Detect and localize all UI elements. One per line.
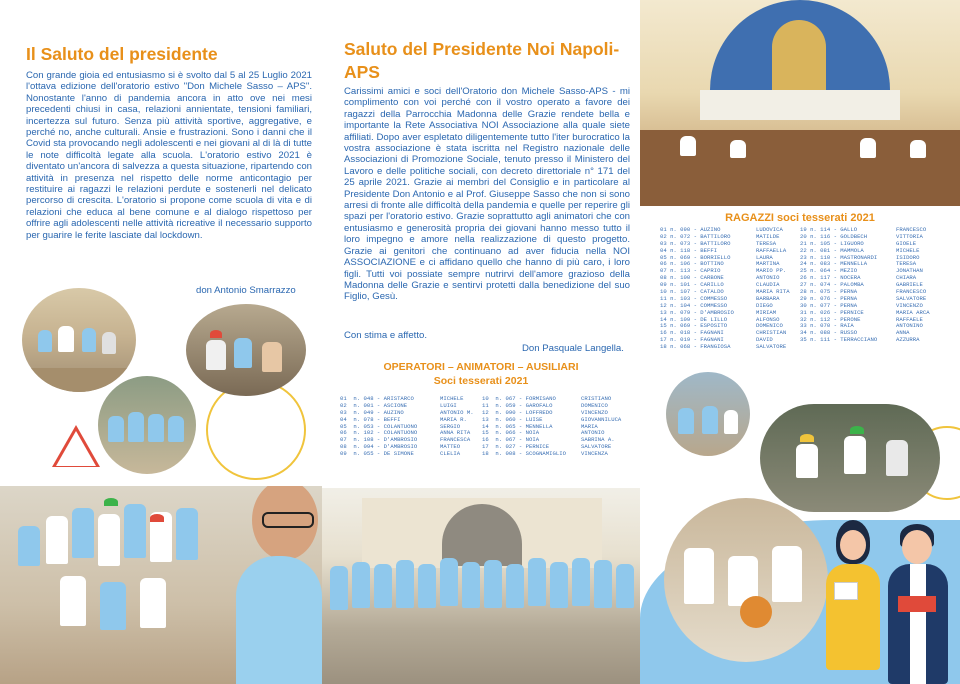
group-photo-circle-2 [186,304,306,396]
kids-list-entry: 13 n. 079 - D'AMBROSIO [660,308,734,316]
kids-list-entry: CLAUDIA [756,281,780,289]
staff-group-photo [322,488,640,684]
kids-list-entry: 07 n. 113 - CAPRIO [660,267,721,275]
kids-list-entry: 03 n. 073 - BATTILORO [660,239,731,247]
kids-list-entry: 33 n. 070 - RAIA [800,322,854,330]
kids-list-entry: MARIA ARCA [896,308,930,316]
staff-list-entry: GIOVANNILUCA [581,415,622,423]
kids-list-entry: LUDOVICA [756,226,783,233]
kids-list-entry: 10 n. 107 - CATALDO [660,288,724,296]
staff-list-entry: 17 n. 027 - PERNICE [482,443,550,451]
staff-list-entry: SABRINA A. [581,436,615,444]
kids-list-entry: 18 n. 068 - FRANGIOSA [660,343,731,351]
staff-list-entry: 07 n. 108 - D'AMBROSIO [340,436,418,444]
kids-list-entry: CHRISTIAN [756,329,787,337]
kids-list-entry: 04 n. 118 - BEFFI [660,246,718,254]
kids-list-entry: ANTONIO [756,274,780,282]
kids-list-entry: 11 n. 103 - COMMESSO [660,294,728,302]
kids-list-entry: 15 n. 069 - ESPOSITO [660,322,728,330]
kids-list-col-names-2 [896,227,930,344]
middle-page-closing: Con stima e affetto. [344,330,428,341]
kids-list-entry: MICHELE [896,246,920,254]
decorative-triangle-inner [56,431,96,466]
kids-list-entry: 17 n. 019 - FAGNANI [660,336,724,344]
kids-list-entry: ANTONINO [896,322,923,330]
staff-list-entry: MATTEO [440,443,461,451]
kids-list-entry: 16 n. 018 - FAGNANI [660,329,724,337]
kids-list-entry: 35 n. 111 - TERRACCIANO [800,336,878,344]
kids-list-entry: CHIARA [896,274,917,282]
kids-list-entry: FRANCESCO [896,226,927,233]
middle-page [322,0,641,684]
kids-list-entry: FRANCESCO [896,288,927,296]
kids-list-entry: 02 n. 072 - BATTILORO [660,232,731,240]
kids-list-entry: VINCENZO [896,301,923,309]
staff-list-entry: 09 n. 055 - DE SIMONE [340,450,414,458]
staff-list-entry: MARIA R. [440,415,467,423]
staff-subheading: Soci tesserati 2021 [433,375,529,387]
kids-list-col-numbers-1 [660,227,734,351]
kids-list-entry: 14 n. 109 - DE LILLO [660,315,728,323]
kids-list-entry: 28 n. 075 - PERNA [800,288,858,296]
kids-list-entry: GIOELE [896,239,917,247]
left-page [0,0,323,684]
staff-list-col-names-1 [440,396,474,458]
kids-list-entry: LAURA [756,253,773,261]
kids-list-entry: 29 n. 076 - PERNA [800,294,858,302]
church-photo [640,0,960,206]
kids-list-entry: 06 n. 106 - BOTTINO [660,260,724,268]
staff-list-entry: 04 n. 078 - BEFFI [340,415,401,423]
staff-list-entry: 12 n. 090 - LOFFREDO [482,408,553,416]
middle-page-title: Saluto del Presidente Noi Napoli-APS [344,39,620,82]
kids-list-entry: 32 n. 112 - PERONE [800,315,861,323]
staff-list-col-numbers-1 [340,396,417,458]
staff-list-entry: 11 n. 059 - GAROFALO [482,401,553,409]
middle-page-paragraph: Carissimi amici e soci dell'Oratorio don Michele Sasso-APS - mi complimento con voi perché con il vostro operato a favore dei ragazzi della Parrocchia Madonna delle Grazie rendete bella e importante la Rete Associativa NOI Associazione alla quale siete affiliati. Dopo aver espletato diligentemente tutto l'iter burocratico la vostra associazione è stata iscritta nel Registro nazionale delle Associazioni di Promozione Sociale, tenuto presso il Ministero del Lavoro e delle politiche sociali, con decreto direttoriale n° 171 del 25 aprile 2021. Grazie ai membri del Consiglio e in particolare al Presidente Don Antonio e al Prof. Giuseppe Sasso che non si sono arresi di fronte alle difficoltà della pandemia e quelle per reperire gli spazi per l'oratorio estivo. Grazie soprattutto agli animatori che con entusiasmo e generosità propria dei giovani hanno messo tutto il loro impegno e amore nella realizzazione di questo progetto. Grazie ai genitori che continuano ad aver fiducia nella NOI ASSOCIAZIONE e ci affidano quello che hanno di più caro, i loro figli. Tutti voi possiate sempre nutrirvi dell'amore grazioso della Madonna delle Grazie e sentirvi protetti dalla benedizione del suo Figlio, Gesù. [344,86,630,303]
kids-list-entry: 09 n. 101 - CARILLO [660,281,724,289]
kids-list-entry: TERESA [896,260,917,268]
kids-list-entry: JONATHAN [896,267,923,275]
staff-list-entry: 18 n. 008 - SCOGNAMIGLIO [482,450,566,458]
kids-list-entry: 27 n. 074 - PALOMBA [800,281,864,289]
middle-page-signature: Don Pasquale Langella. [522,343,624,354]
kids-list-entry: ISIDORO [896,253,920,261]
kids-photo-circle-3 [664,498,828,662]
right-page [640,0,960,684]
left-page-signature: don Antonio Smarrazzo [196,285,296,296]
staff-list-entry: CRISTIANO [581,395,612,402]
kids-list-entry: SALVATORE [896,294,927,302]
group-photo-circle-3 [98,376,196,474]
staff-list-entry: SERGIO [440,422,461,430]
staff-list-col-names-2 [581,396,621,458]
kids-list-entry: TERESA [756,239,777,247]
staff-list-entry: MICHELE [440,395,464,402]
kids-list-entry: 30 n. 077 - PERNA [800,301,858,309]
staff-list-entry: 08 n. 094 - D'AMBROSIO [340,443,418,451]
staff-list-entry: 06 n. 102 - COLANTUONO [340,429,418,437]
kids-list-entry: 21 n. 105 - LIGUORO [800,239,864,247]
staff-list-entry: MARIA [581,422,598,430]
illustrated-priest [884,524,954,684]
kids-list-col-numbers-2 [800,227,877,344]
staff-list-entry: 16 n. 067 - NOIA [482,436,540,444]
kids-list-entry: 34 n. 088 - RUSSO [800,329,858,337]
staff-list-entry: 03 n. 049 - AUZINO [340,408,404,416]
kids-list-entry: MARTINA [756,260,780,268]
kids-list-entry: 25 n. 064 - MEZIO [800,267,858,275]
kids-list-entry: 20 n. 116 - GOLDBECH [800,232,868,240]
staff-list-entry: LUIGI [440,401,457,409]
kids-list-entry: 26 n. 117 - NOCERA [800,274,861,282]
kids-list-entry: 23 n. 110 - MASTRONARDI [800,253,878,261]
staff-list-entry: DOMENICO [581,401,608,409]
kids-list-entry: GABRIELE [896,281,923,289]
left-page-paragraph: Con grande gioia ed entusiasmo si è svolto dal 5 al 25 Luglio 2021 l'ottava edizione dell'oratorio estivo "Don Michele Sasso – APS". Nonostante l'anno di pandemia ancora in atto ove nei mesi precedenti chiusi in casa, relazioni annientate, tensioni familiari, incertezza sul futuro. Senza più attività sportive, aggregative, e perché no, anche culturali. Ansie e frustrazioni. Sono i danni che il Covid sta provocando negli adolescenti e nei giovani al di là di tutte le note difficoltà legate alla scuola. L'oratorio estivo 2021 è diventato un'ancora di salvezza a questa situazione, ripartendo con attività in presenza nel rispetto delle norme anticontagio per restituire ai ragazzi le relazioni perdute e sostenerli nel delicato percorso di crescita. L'oratorio si propone come scuola di vita e di relazioni che educa al bene comune e al dialogo rispettoso per offrire agli adolescenti nelle attività ricreative il necessario supporto per guarire le ferite lasciate dal lockdown. [26,70,312,241]
kids-list-entry: DOMENICO [756,322,783,330]
kids-list-entry: 31 n. 026 - PERNICE [800,308,864,316]
group-selfie-photo [0,486,322,684]
staff-list-entry: SALVATORE [581,443,612,451]
staff-list-entry: 05 n. 053 - COLANTUONO [340,422,418,430]
staff-list-entry: ANTONIO M. [440,408,474,416]
kids-list-entry: 01 n. 090 - AUZINO [660,226,721,233]
kids-list-entry: BARBARA [756,294,780,302]
kids-list-entry: DAVID [756,336,773,344]
kids-list-entry: 05 n. 069 - BORRIELLO [660,253,731,261]
staff-list-entry: 10 n. 067 - FORMISANO [482,395,556,402]
kids-list-entry: 12 n. 104 - COMMESSO [660,301,728,309]
kids-list-entry: 19 n. 114 - GALLO [800,226,858,233]
staff-list-entry: ANNA RITA [440,429,471,437]
kids-list-entry: MATILDE [756,232,780,240]
kids-list-col-names-1 [756,227,790,351]
staff-heading: OPERATORI – ANIMATORI – AUSILIARI [383,361,579,373]
kids-list-entry: ANNA [896,329,910,337]
kids-list-entry: VITTORIA [896,232,923,240]
staff-list-entry: VINCENZO [581,408,608,416]
kids-photo-circle-1 [666,372,750,456]
kids-list-entry: DIEGO [756,301,773,309]
kids-list-entry: 24 n. 083 - MENNELLA [800,260,868,268]
kids-list-entry: AZZURRA [896,336,920,344]
kids-list-entry: RAFFAELLA [756,246,787,254]
left-page-title: Il Saluto del presidente [26,44,218,64]
staff-list-entry: 02 n. 001 - ASCIONE [340,401,408,409]
staff-list-entry: VINCENZA [581,450,608,458]
staff-list-entry: 01 n. 048 - ARISTARCO [340,395,414,402]
staff-list-entry: 13 n. 060 - LUISE [482,415,543,423]
kids-list-entry: MARIO PP. [756,267,787,275]
kids-list-entry: ALFONSO [756,315,780,323]
staff-list-entry: 15 n. 066 - NOIA [482,429,540,437]
group-photo-circle-1 [22,288,136,392]
illustrated-girl [820,520,884,670]
staff-list-entry: FRANCESCA [440,436,471,444]
kids-photo-circle-2 [760,404,940,512]
staff-list-entry: CLELIA [440,450,461,458]
staff-list-col-numbers-2 [482,396,566,458]
staff-list-entry: ANTONIO [581,429,605,437]
kids-list-entry: 08 n. 100 - CARBONE [660,274,724,282]
kids-list-entry: RAFFAELE [896,315,923,323]
kids-list-entry: 22 n. 081 - MAMMOLA [800,246,864,254]
staff-list-entry: 14 n. 065 - MENNELLA [482,422,553,430]
kids-list-entry: SALVATORE [756,343,787,351]
kids-list-entry: MIRIAM [756,308,777,316]
kids-heading: RAGAZZI soci tesserati 2021 [725,212,875,224]
kids-list-entry: MARIA RITA [756,288,790,296]
